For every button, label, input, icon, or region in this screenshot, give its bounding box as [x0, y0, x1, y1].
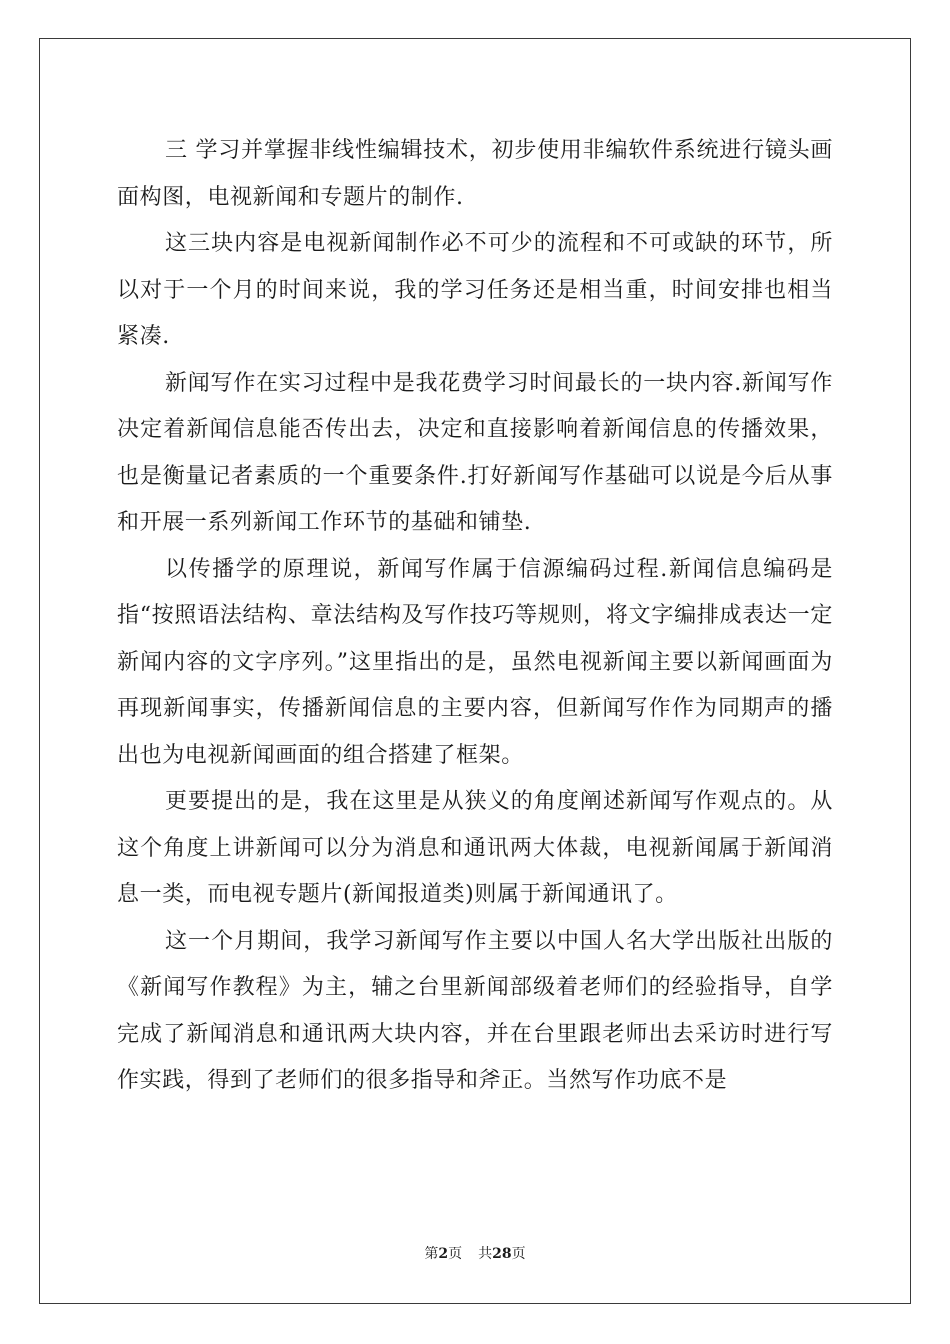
paragraph-2: 这三块内容是电视新闻制作必不可少的流程和不可或缺的环节，所以对于一个月的时间来说，我的学习任务还是相当重，时间安排也相当紧凑. [117, 231, 833, 349]
page-footer [0, 1243, 950, 1263]
page-suffix: 页 [448, 1246, 463, 1262]
paragraph-1: 三 学习并掌握非线性编辑技术，初步使用非编软件系统进行镜头画面构图，电视新闻和专题片的制作. [117, 138, 833, 210]
paragraph-6: 这一个月期间，我学习新闻写作主要以中国人名大学出版社出版的《新闻写作教程》为主，辅之台里新闻部级着老师们的经验指导，自学完成了新闻消息和通讯两大块内容，并在台里跟老师出去采访时进行写作实践，得到了老师们的很多指导和斧正。当然写作功底不是 [117, 928, 833, 1093]
page-prefix: 第 [424, 1246, 439, 1262]
paragraph-5: 更要提出的是，我在这里是从狭义的角度阐述新闻写作观点的。从这个角度上讲新闻可以分为消息和通讯两大体裁，电视新闻属于新闻消息一类，而电视专题片(新闻报道类)则属于新闻通讯了。 [117, 789, 833, 907]
paragraph-4: 以传播学的原理说，新闻写作属于信源编码过程.新闻信息编码是指“按照语法结构、章法结构及写作技巧等规则，将文字编排成表达一定新闻内容的文字序列。”这里指出的是，虽然电视新闻主要以新闻画面为再现新闻事实，传播新闻信息的主要内容，但新闻写作作为同期声的播出也为电视新闻画面的组合搭建了框架。 [117, 556, 833, 768]
document-body [117, 128, 833, 1105]
paragraph-3: 新闻写作在实习过程中是我花费学习时间最长的一块内容.新闻写作决定着新闻信息能否传出去，决定和直接影响着新闻信息的传播效果，也是衡量记者素质的一个重要条件.打好新闻写作基础可以说是今后从事和开展一系列新闻工作环节的基础和铺垫. [117, 370, 833, 535]
total-suffix: 页 [511, 1246, 526, 1262]
total-pages: 28 [492, 1246, 512, 1262]
total-prefix: 共 [478, 1246, 493, 1262]
page-number: 2 [438, 1246, 449, 1262]
